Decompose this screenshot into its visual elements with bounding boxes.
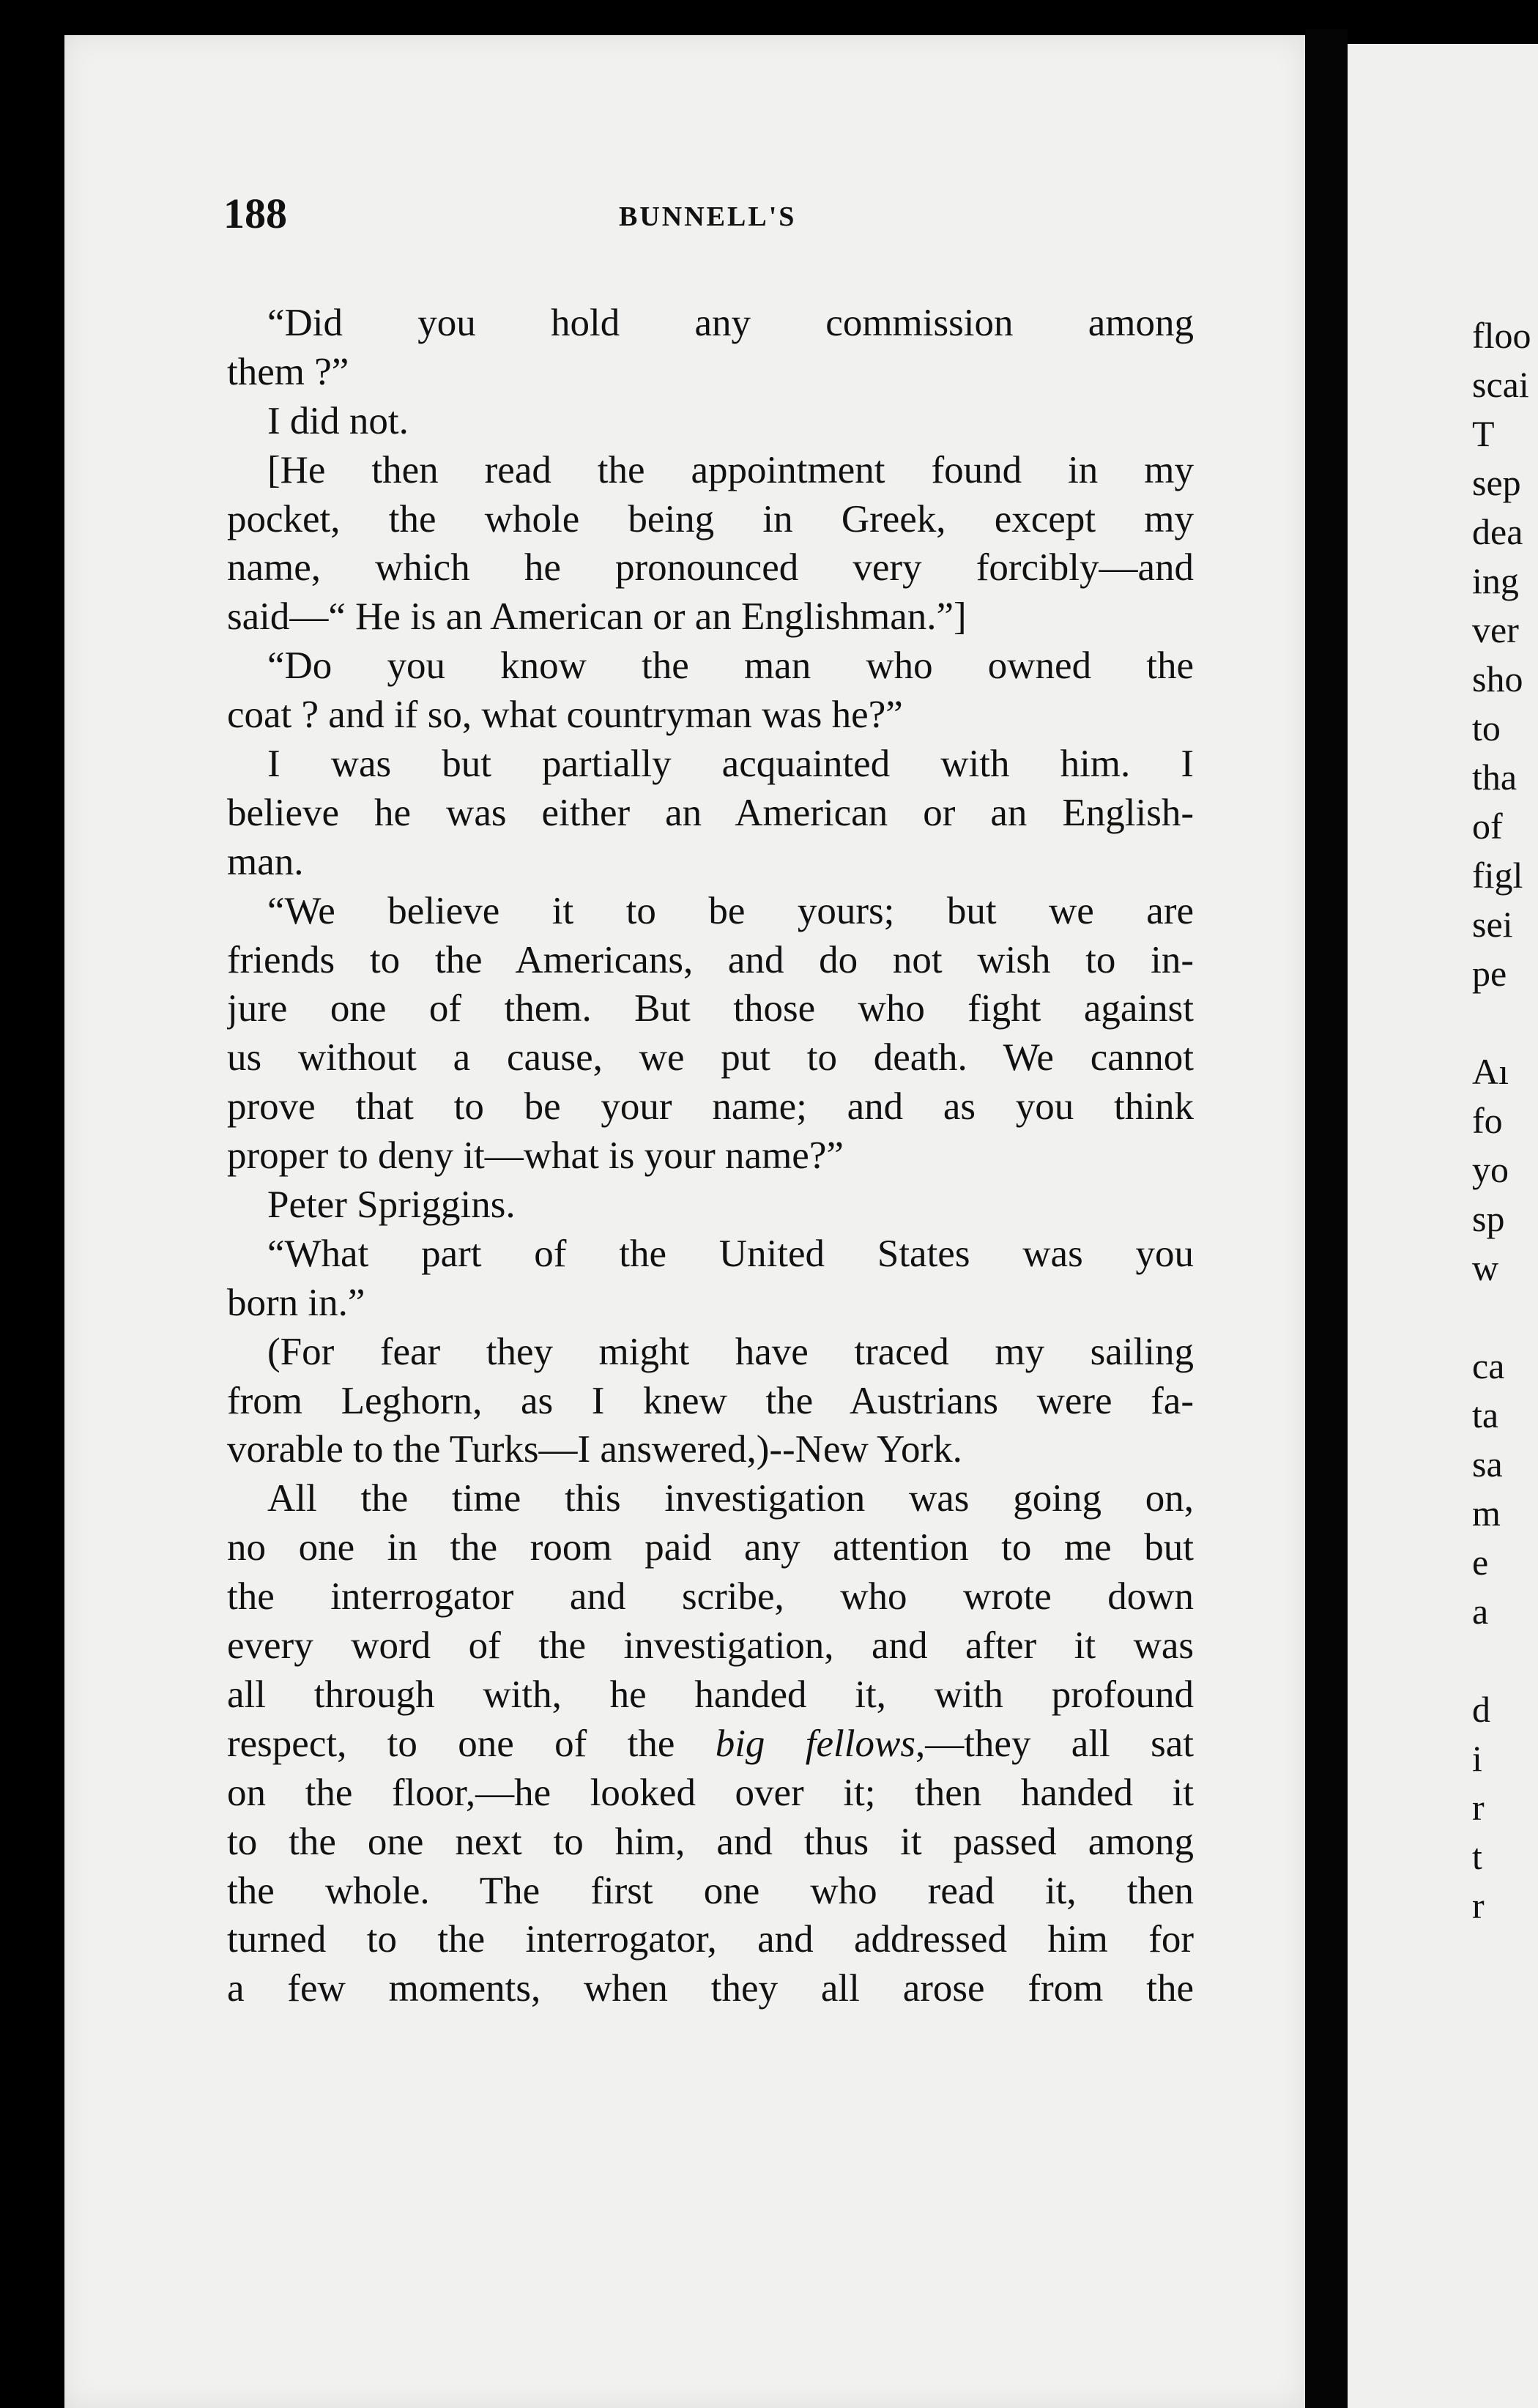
- facing-page-fragment: e: [1472, 1542, 1489, 1583]
- facing-page-fragment: sa: [1472, 1443, 1503, 1484]
- facing-page-fragment: to: [1472, 707, 1501, 748]
- text-line: the interrogator and scribe, who wrote down: [227, 1575, 1194, 1619]
- page-header: [223, 189, 1197, 240]
- text-line: friends to the Americans, and do not wish to in-: [227, 938, 1194, 981]
- text-line: believe he was either an American or an English-: [227, 791, 1194, 834]
- facing-page-fragment: r: [1472, 1885, 1485, 1926]
- text-line: (For fear they might have traced my sailing: [267, 1330, 1194, 1373]
- facing-page-fragment: a: [1472, 1591, 1489, 1632]
- facing-page-fragment: sei: [1472, 904, 1513, 945]
- text-line: born in.”: [227, 1281, 365, 1324]
- text-line: said—“ He is an American or an Englishman.”]: [227, 595, 967, 639]
- facing-page-fragment: r: [1472, 1787, 1485, 1828]
- facing-page-fragment: [1472, 1636, 1538, 1685]
- facing-page-fragment: ver: [1472, 609, 1519, 650]
- text-line: pocket, the whole being in Greek, except my: [227, 497, 1194, 540]
- running-head: BUNNELL'S: [619, 201, 797, 232]
- text-line: “Do you know the man who owned the: [267, 644, 1194, 688]
- text-line: turned to the interrogator, and addressed him for: [227, 1918, 1194, 1961]
- text-line: I was but partially acquainted with him. I: [267, 743, 1194, 786]
- facing-page-fragment: T: [1472, 413, 1495, 454]
- facing-page-fragment: d: [1472, 1689, 1490, 1730]
- facing-page-fragment: ta: [1472, 1394, 1499, 1435]
- facing-page-fragment: fo: [1472, 1100, 1503, 1141]
- text-line: respect, to one of the big fellows,—they all sat: [227, 1722, 1194, 1765]
- text-line: All the time this investigation was going on,: [267, 1477, 1194, 1520]
- body-text: [227, 299, 1194, 2013]
- text-line: jure one of them. But those who fight against: [227, 987, 1194, 1030]
- facing-page-fragment: i: [1472, 1738, 1482, 1779]
- facing-page-fragment: sp: [1472, 1198, 1505, 1239]
- facing-page-fragment: t: [1472, 1836, 1482, 1877]
- text-line: “What part of the United States was you: [267, 1232, 1194, 1275]
- facing-page-fragment: sep: [1472, 462, 1521, 503]
- facing-page-text-fragments: [1472, 311, 1538, 1931]
- text-line: proper to deny it—what is your name?”: [227, 1134, 844, 1178]
- text-line: Peter Spriggins.: [267, 1183, 516, 1227]
- facing-page-fragment: sho: [1472, 658, 1523, 699]
- text-line: a few moments, when they all arose from the: [227, 1967, 1194, 2010]
- facing-page-fragment: Aı: [1472, 1051, 1509, 1092]
- text-line: all through with, he handed it, with profound: [227, 1673, 1194, 1716]
- text-line: us without a cause, we put to death. We cannot: [227, 1036, 1194, 1079]
- facing-page-fragment: of: [1472, 806, 1503, 847]
- book-gutter: [1305, 29, 1348, 2408]
- facing-page-fragment: [1472, 998, 1538, 1047]
- facing-page-fragment: m: [1472, 1493, 1501, 1534]
- facing-page-fragment: yo: [1472, 1149, 1509, 1190]
- facing-page-fragment: pe: [1472, 953, 1507, 994]
- italic-phrase: big fellows: [715, 1722, 915, 1765]
- facing-page-fragment: w: [1472, 1247, 1499, 1288]
- text-line: the whole. The first one who read it, then: [227, 1869, 1194, 1912]
- facing-page-fragment: scai: [1472, 364, 1529, 405]
- facing-page-fragment: tha: [1472, 757, 1517, 798]
- text-line: every word of the investigation, and after it was: [227, 1624, 1194, 1668]
- text-line: I did not.: [267, 399, 409, 442]
- text-line: to the one next to him, and thus it passed among: [227, 1820, 1194, 1863]
- text-line: “We believe it to be yours; but we are: [267, 889, 1194, 932]
- page-number: 188: [223, 190, 287, 237]
- facing-page-fragment: ing: [1472, 560, 1519, 601]
- facing-page-fragment: floo: [1472, 315, 1531, 356]
- text-line: [He then read the appointment found in my: [267, 448, 1194, 491]
- facing-page-fragment: [1472, 1293, 1538, 1342]
- text-line: man.: [227, 840, 304, 883]
- text-line: prove that to be your name; and as you think: [227, 1085, 1194, 1129]
- text-line: name, which he pronounced very forcibly—and: [227, 546, 1194, 590]
- text-line: coat ? and if so, what countryman was he?”: [227, 694, 903, 737]
- text-line: them ?”: [227, 350, 349, 393]
- text-line: no one in the room paid any attention to me but: [227, 1526, 1194, 1569]
- text-line: vorable to the Turks—I answered,)--New York.: [227, 1428, 962, 1471]
- text-line: from Leghorn, as I knew the Austrians were fa-: [227, 1379, 1194, 1422]
- text-line: “Did you hold any commission among: [267, 302, 1194, 344]
- text-line: on the floor,—he looked over it; then handed it: [227, 1771, 1194, 1814]
- facing-page-fragment: ca: [1472, 1345, 1505, 1386]
- facing-page-fragment: dea: [1472, 511, 1523, 552]
- facing-page-fragment: figl: [1472, 855, 1523, 896]
